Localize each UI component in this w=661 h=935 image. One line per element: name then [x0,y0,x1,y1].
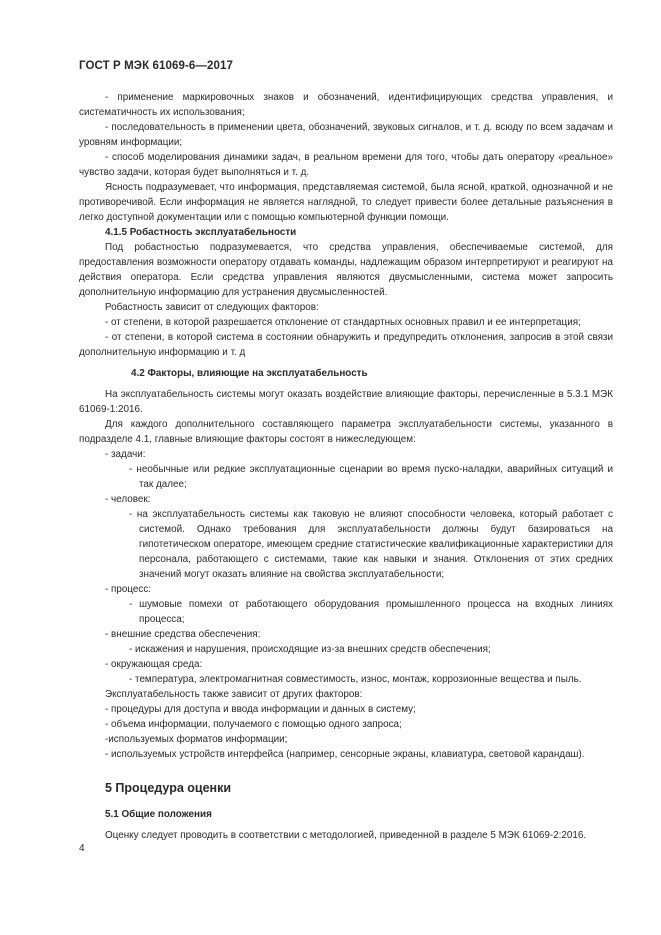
list-item: - процесс: [105,584,152,595]
document-body [79,90,613,843]
paragraph: - последовательность в применении цвета, обозначений, звуковых сигналов, и т. д. всюду по всем задачам и уровням информации; [79,122,613,148]
paragraph: Оценку следует проводить в соответствии с методологией, приведенной в разделе 5 МЭК 61069-2:2016. [105,830,587,841]
subsection-heading-4-1-5: 4.1.5 Робастность эксплуатабельности [105,227,297,238]
paragraph: - способ моделирования динамики задач, в реальном времени для того, чтобы дать оператору «реальное» чувство задачи, которая будет выполняться и т. д. [79,152,613,178]
paragraph: - используемых устройств интерфейса (например, сенсорные экраны, клавиатура, световой карандаш). [105,749,585,760]
paragraph: - процедуры для доступа и ввода информации и данных в систему; [105,704,416,715]
paragraph: - от степени, в которой разрешается отклонение от стандартных основных правил и ее интерпретация; [105,317,581,328]
paragraph: Под робастностью подразумевается, что средства управления, обеспечиваемые системой, для предоставления возможности оператору отдавать команды, надлежащим образом интерпретируют и реагируют на действия оператора. Если средства управления являются двусмысленными, система может запросить дополнительную информацию для устранения двусмысленностей. [79,242,613,298]
list-subitem: - искажения и нарушения, происходящие из-за внешних средств обеспечения; [129,644,491,655]
subsection-heading-5-1: 5.1 Общие положения [105,809,212,820]
standard-header: ГОСТ Р МЭК 61069-6—2017 [79,60,233,72]
paragraph: Ясность подразумевает, что информация, представляемая системой, была ясной, краткой, однозначной и не противоречивой. Если информация не является наглядной, то следует привести более детальные разъяснения в легко доступной документации или с помощью компьютерной функции помощи. [79,182,613,223]
list-subitem: - температура, электромагнитная совместимость, износ, монтаж, коррозионные вещества и пыль. [129,674,582,685]
list-subitem: - необычные или редкие эксплуатационные сценарии во время пуско-наладки, аварийных ситуаций и так далее; [129,464,613,490]
list-subitem: - шумовые помехи от работающего оборудования промышленного процесса на входных линиях процесса; [129,599,613,625]
paragraph: Эксплуатабельность также зависит от других факторов: [105,689,363,700]
page-number: 4 [79,843,85,854]
list-subitem: - на эксплуатабельность системы как таковую не влияют способности человека, который работает с системой. Однако требования для эксплуатабельности должны будут базироваться на гипотетическом операторе, имеющем средние статистические квалификационные характеристики для персонала, работающего с системами, такие как навыки и знания. Отклонения от этих средних значений могут оказать влияние на свойства эксплуатабельности; [129,509,613,580]
list-item: - человек: [105,494,151,505]
paragraph: -используемых форматов информации; [105,734,288,745]
list-item: - внешние средства обеспечения: [105,629,261,640]
list-item: - окружающая среда: [105,659,203,670]
paragraph: - применение маркировочных знаков и обозначений, идентифицирующих средства управления, и систематичность их использования; [79,92,613,118]
paragraph: - от степени, в которой система в состоянии обнаружить и предупредить отклонения, запросив в этой связи дополнительную информацию и т. д [79,332,613,358]
paragraph: На эксплуатабельность системы могут оказать воздействие влияющие факторы, перечисленные в 5.3.1 МЭК 61069-1:2016. [79,389,613,415]
section-heading-5: 5 Процедура оценки [105,781,232,795]
paragraph: - объема информации, получаемого с помощью одного запроса; [105,719,402,730]
list-item: - задачи: [105,449,146,460]
paragraph: Робастность зависит от следующих факторов: [105,302,319,313]
paragraph: Для каждого дополнительного составляющего параметра эксплуатабельности системы, указанного в подразделе 4.1, главные влияющие факторы состоят в нижеследующем: [79,419,613,445]
section-heading-4-2: 4.2 Факторы, влияющие на эксплуатабельность [131,368,368,379]
